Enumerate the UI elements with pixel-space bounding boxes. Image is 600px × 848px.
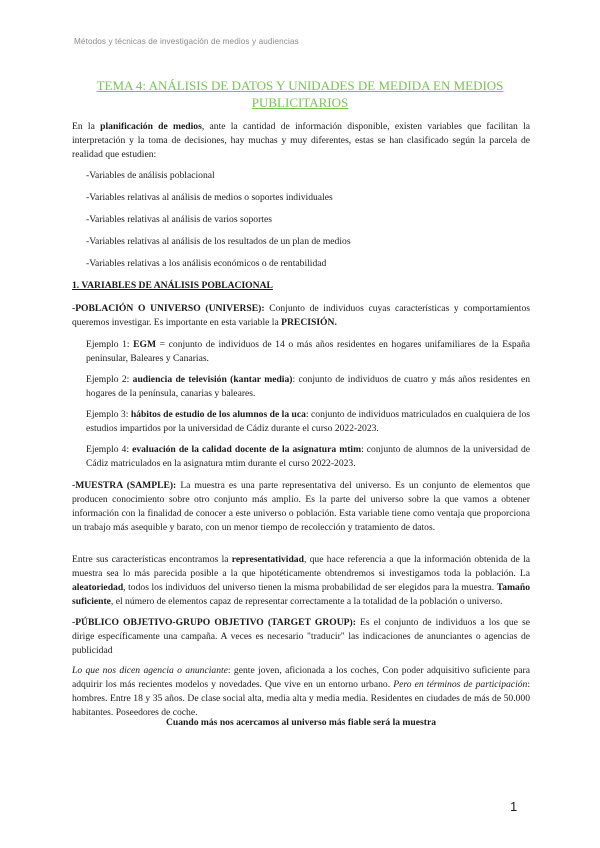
example-term: evaluación de la calidad docente de la asignatura mtim — [132, 444, 362, 455]
intro-text-2: , ante la cantidad de información disponible, existen variables que facilitan la interpretación y la toma de decisiones, hay muchas y muy diferentes, estas se han clasificado según la parcela de realidad que estudien: — [72, 121, 530, 160]
publico-term: -PÚBLICO OBJETIVO-GRUPO OBJETIVO (TARGET GROUP): — [72, 617, 356, 628]
poblacion-paragraph — [72, 302, 530, 330]
example-2 — [86, 373, 530, 401]
example-1 — [86, 338, 530, 366]
example-label: Ejemplo 4: — [86, 444, 133, 455]
agencia-example-paragraph — [72, 664, 530, 720]
running-header: Métodos y técnicas de investigación de medios y audiencias — [74, 37, 299, 46]
example-text: : conjunto de individuos matriculados en cualquiera de los estudios impartidos por la universidad de Cádiz durante el curso 2022-2023. — [86, 409, 530, 434]
example-term: audiencia de televisión (kantar media) — [132, 374, 293, 385]
intro-text-1: En la — [72, 121, 101, 132]
aleatoriedad-term: aleatoriedad — [72, 582, 124, 593]
example-text: : conjunto de individuos de cuatro y más años residentes en hogares de la península, canarias y baleares. — [86, 374, 530, 399]
variable-item: -Variables relativas al análisis de medios o soportes individuales — [86, 192, 333, 203]
muestra-text: La muestra es una parte representativa del universo. Es un conjunto de elementos que producen conocimiento sobre otro conjunto más amplio. Es la parte del universo sobre la que vamos a obtener información con la finalidad de conocer a este universo o población. Esta variable tiene como ventaja que proporciona un trabajo más asequible y barato, con un menor tiempo de recolección y tratamiento de datos. — [72, 480, 530, 533]
example-label: Ejemplo 1: — [86, 339, 134, 350]
muestra-paragraph — [72, 479, 530, 535]
example-text: : conjunto de alumnos de la universidad de Cádiz matriculados en la asignatura mtim durante el curso 2022-2023. — [86, 444, 531, 469]
conclusion-line: Cuando más nos acercamos al universo más fiable será la muestra — [165, 717, 437, 728]
page-title: TEMA 4: ANÁLISIS DE DATOS Y UNIDADES DE MEDIDA EN MEDIOS PUBLICITARIOS — [96, 78, 504, 110]
intro-paragraph — [72, 120, 530, 162]
publico-paragraph — [72, 616, 530, 658]
variable-item: -Variables de análisis poblacional — [86, 170, 215, 181]
tamano-term: Tamaño suficiente — [72, 582, 530, 607]
page-number: 1 — [510, 799, 518, 814]
muestra-term: -MUESTRA (SAMPLE): — [72, 480, 177, 491]
poblacion-text: Conjunto de individuos cuyas características y comportamientos queremos investigar. Es importante en esta variable la — [72, 303, 530, 328]
variable-item: -Variables relativas al análisis de varios soportes — [86, 214, 272, 225]
agencia-text-2: : hombres. Entre 18 y 35 años. De clase social alta, media alta y media media. Residentes en ciudades de más de 50.000 habitantes. Poseedores de coche. — [72, 679, 530, 718]
representatividad-term: representatividad — [231, 554, 304, 565]
example-4 — [86, 443, 530, 471]
agencia-italic-1: Lo que nos dicen agencia o anunciante — [72, 665, 228, 676]
caracteristicas-paragraph — [72, 553, 530, 609]
example-term: hábitos de estudio de los alumnos de la uca — [130, 409, 306, 420]
example-label: Ejemplo 3: — [86, 409, 131, 420]
variable-item: -Variables relativas a los análisis económicos o de rentabilidad — [86, 258, 327, 269]
caracteristicas-text-4: , el número de elementos capaz de representar correctamente a la totalidad de la población o universo. — [110, 596, 503, 607]
variable-item: -Variables relativas al análisis de los resultados de un plan de medios — [86, 236, 351, 247]
publico-text: Es el conjunto de individuos a los que se dirige específicamente una campaña. A veces es necesario "traducir" las indicaciones de anunciantes o agencias de publicidad — [72, 617, 530, 656]
poblacion-term: -POBLACIÓN O UNIVERSO (UNIVERSE): — [72, 303, 265, 314]
poblacion-bold: PRECISIÓN. — [281, 317, 337, 328]
example-3 — [86, 408, 530, 436]
intro-bold: planificación de medios — [100, 121, 202, 132]
section-heading: 1. VARIABLES DE ANÁLISIS POBLACIONAL — [72, 280, 273, 291]
agencia-italic-2: Pero en términos de participación — [393, 679, 528, 690]
caracteristicas-text-2: , que hace referencia a que la información obtenida de la muestra sea lo más parecida posible a la que hipotéticamente obtendremos si investigamos toda la población. La — [72, 554, 530, 579]
caracteristicas-text-3: , todos los individuos del universo tienen la misma probabilidad de ser elegidos para la muestra. — [123, 582, 497, 593]
example-label: Ejemplo 2: — [86, 374, 133, 385]
example-text: = conjunto de individuos de 14 o más años residentes en hogares unifamiliares de la España peninsular, Baleares y Canarias. — [86, 339, 530, 364]
caracteristicas-text-1: Entre sus características encontramos la — [72, 554, 232, 565]
agencia-text-1: : gente joven, aficionada a los coches, Con poder adquisitivo suficiente para adquirir los más recientes modelos y novedades. Que vive en un entorno urbano. — [72, 665, 530, 690]
example-term: EGM — [133, 339, 157, 350]
